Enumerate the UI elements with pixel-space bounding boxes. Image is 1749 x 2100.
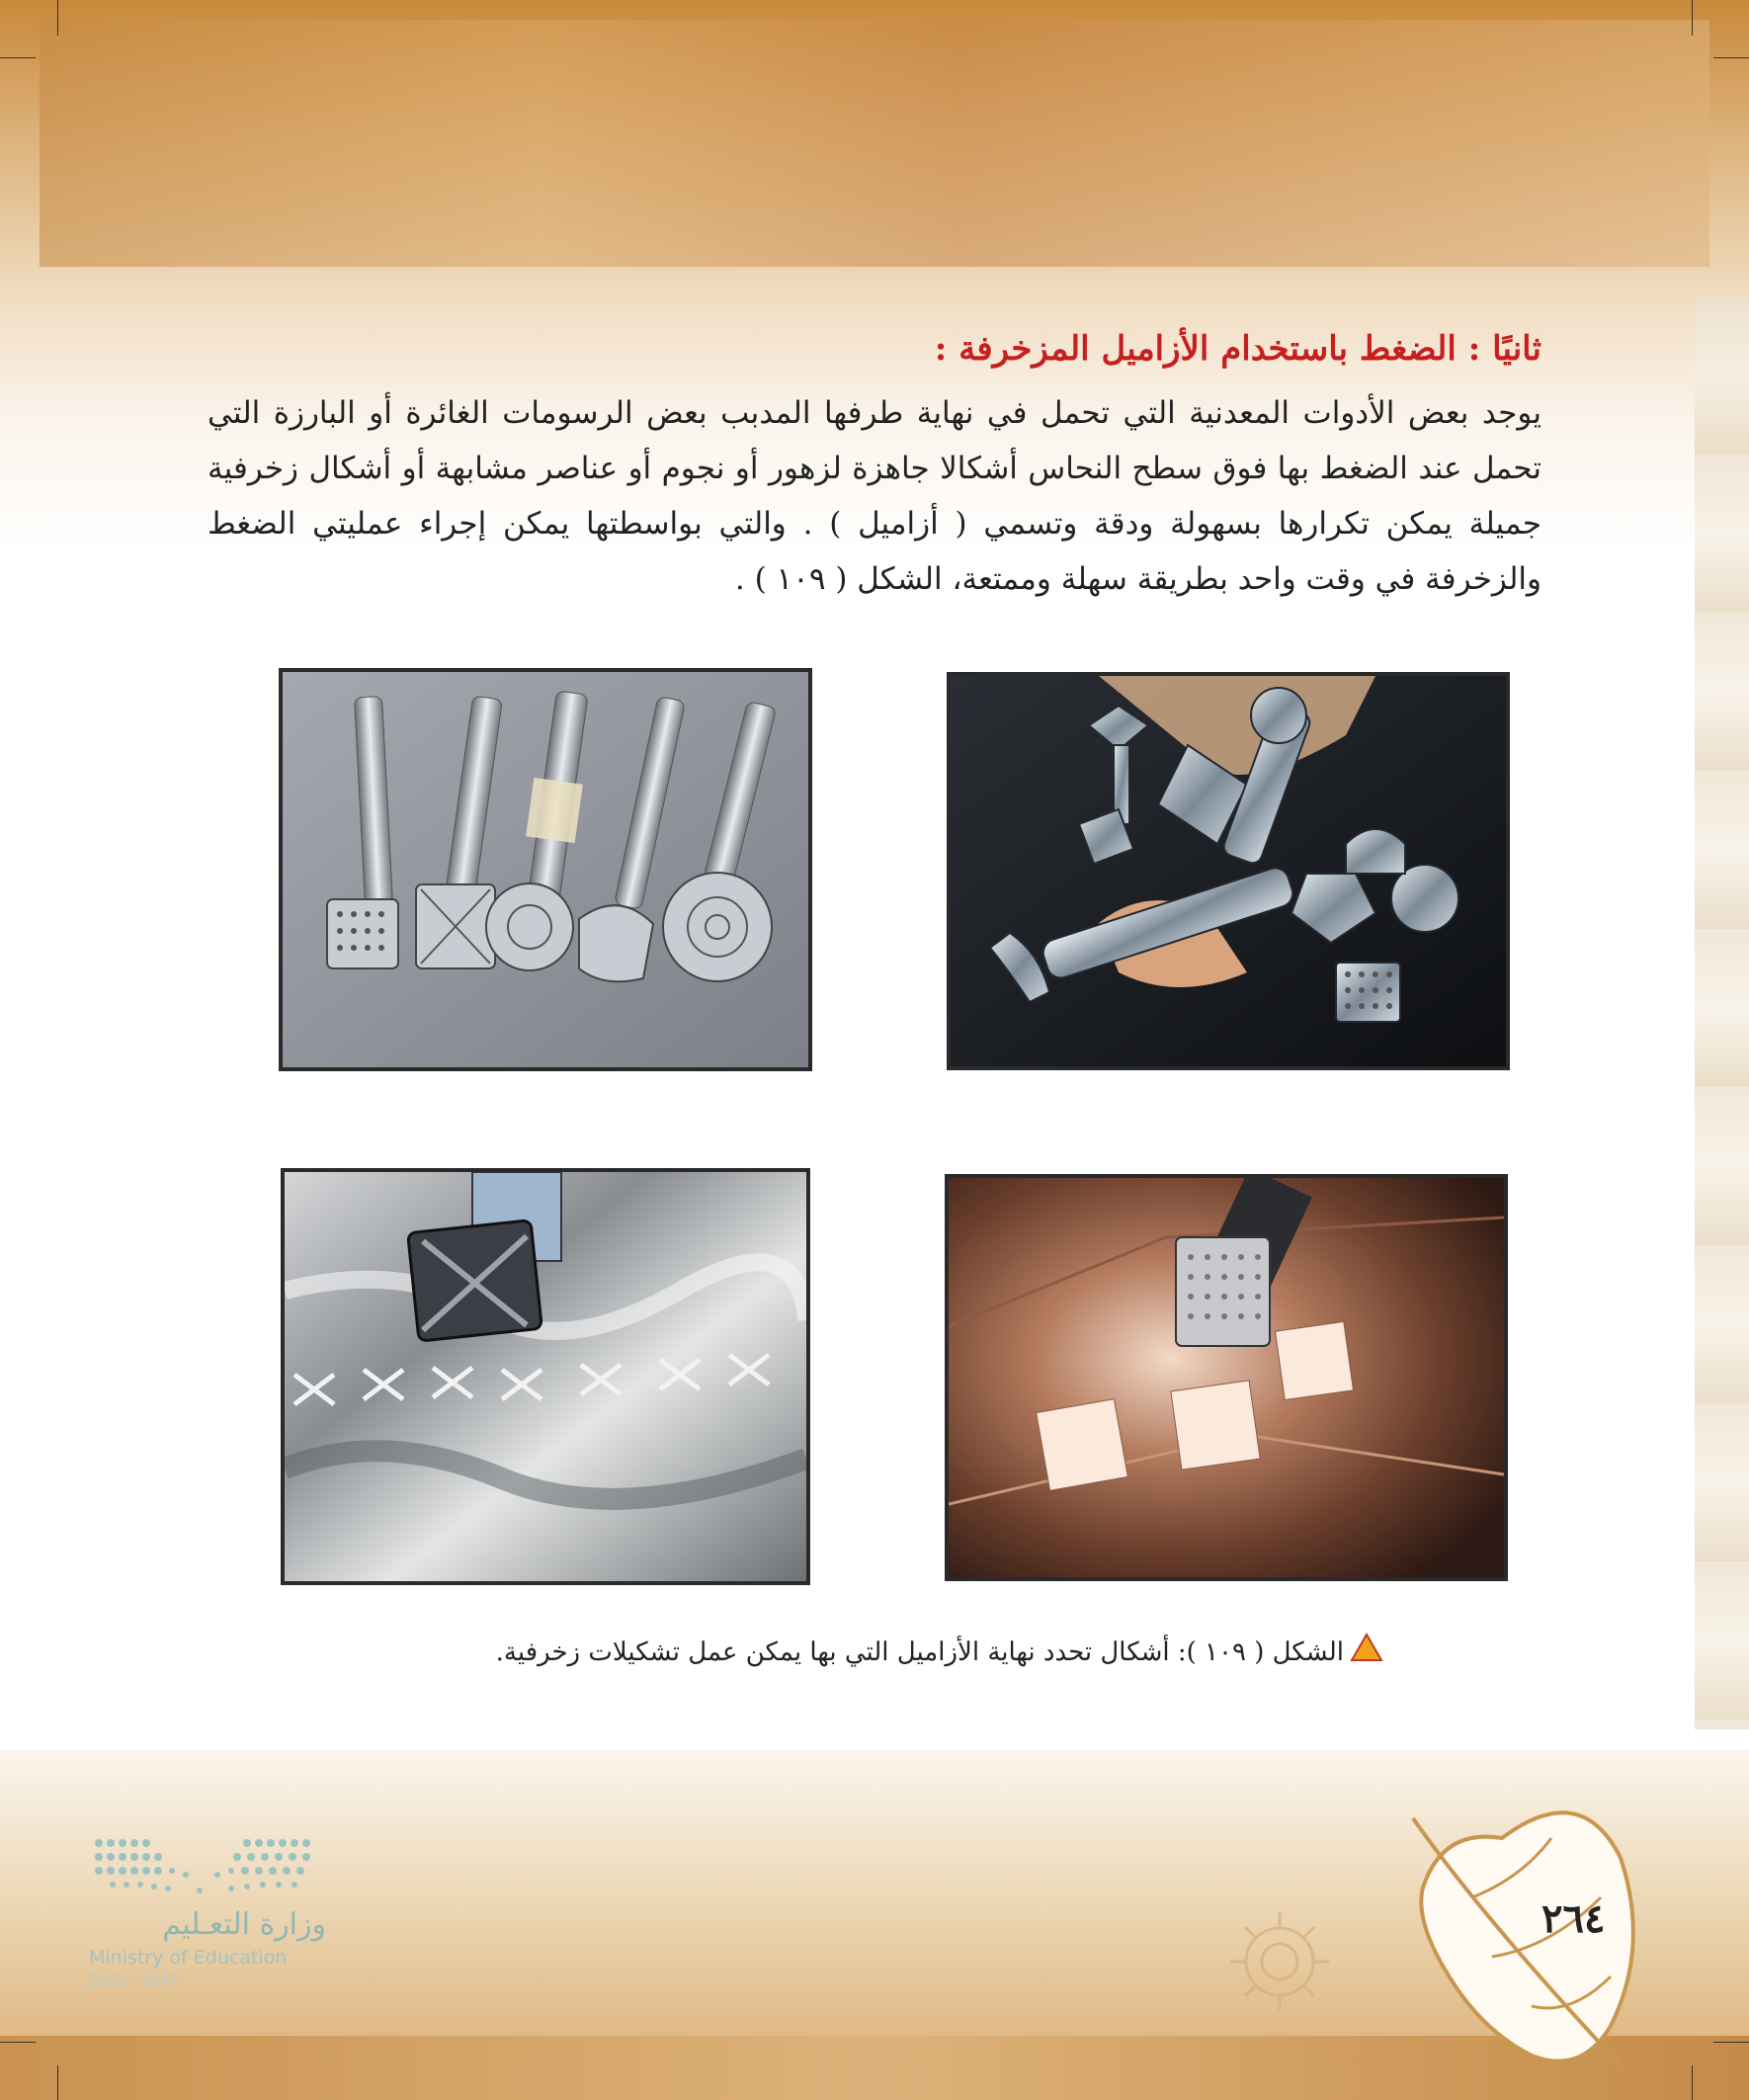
crop-mark	[57, 2065, 58, 2100]
header-band	[40, 20, 1709, 267]
logo-english-text: Ministry of Education	[89, 1947, 288, 1969]
caption-text: الشكل ( ١٠٩ ): أشكال تحدد نهاية الأزاميل التي بها يمكن عمل تشكيلات زخرفية.	[495, 1638, 1344, 1667]
crop-mark	[1692, 2065, 1693, 2100]
crop-mark	[1713, 2042, 1749, 2043]
photo-hand-holding-chisels	[947, 672, 1510, 1070]
warning-triangle-icon	[1350, 1633, 1383, 1674]
crop-mark	[1692, 0, 1693, 36]
ministry-logo	[89, 1833, 326, 2001]
section-heading: ثانيًا : الضغط باستخدام الأزاميل المزخرفة :	[934, 329, 1541, 369]
photo-chisel-on-copper	[945, 1174, 1508, 1581]
crop-mark	[0, 2042, 36, 2043]
photo-chisel-on-sheet	[281, 1168, 810, 1585]
decorative-side-strip	[1695, 296, 1749, 1729]
crop-mark	[0, 57, 36, 58]
sun-ornament-icon	[1225, 1907, 1334, 2016]
body-paragraph: يوجد بعض الأدوات المعدنية التي تحمل في نهاية طرفها المدبب بعض الرسومات الغائرة أو البارزة التي تحمل عند الضغط بها فوق سطح النحاس أشكالا جاهزة لزهور أو نجوم أو عناصر مشابهة أو أشكال زخرفية جميلة يمكن تكرارها بسهولة ودقة وتسمي ( أزاميل ) . والتي بواسطتها يمكن إجراء عمليتي الضغط والزخرفة في وقت واحد بطريقة سهلة وممتعة، الشكل ( ١٠٩ ) .	[208, 395, 1541, 597]
logo-dots-icon	[89, 1833, 326, 1902]
logo-year-text: 2023 - 1447	[89, 1972, 180, 1989]
page-number-badge	[1383, 1779, 1650, 2075]
crop-mark	[1713, 57, 1749, 58]
photo-chisels-set	[279, 668, 812, 1071]
page-number: ٢٦٤	[1541, 1895, 1606, 1942]
crop-mark	[57, 0, 58, 36]
leaf-icon	[1383, 1779, 1650, 2075]
logo-arabic-text: وزارة التعـليم	[162, 1907, 326, 1942]
figure-caption	[296, 1633, 1383, 1674]
